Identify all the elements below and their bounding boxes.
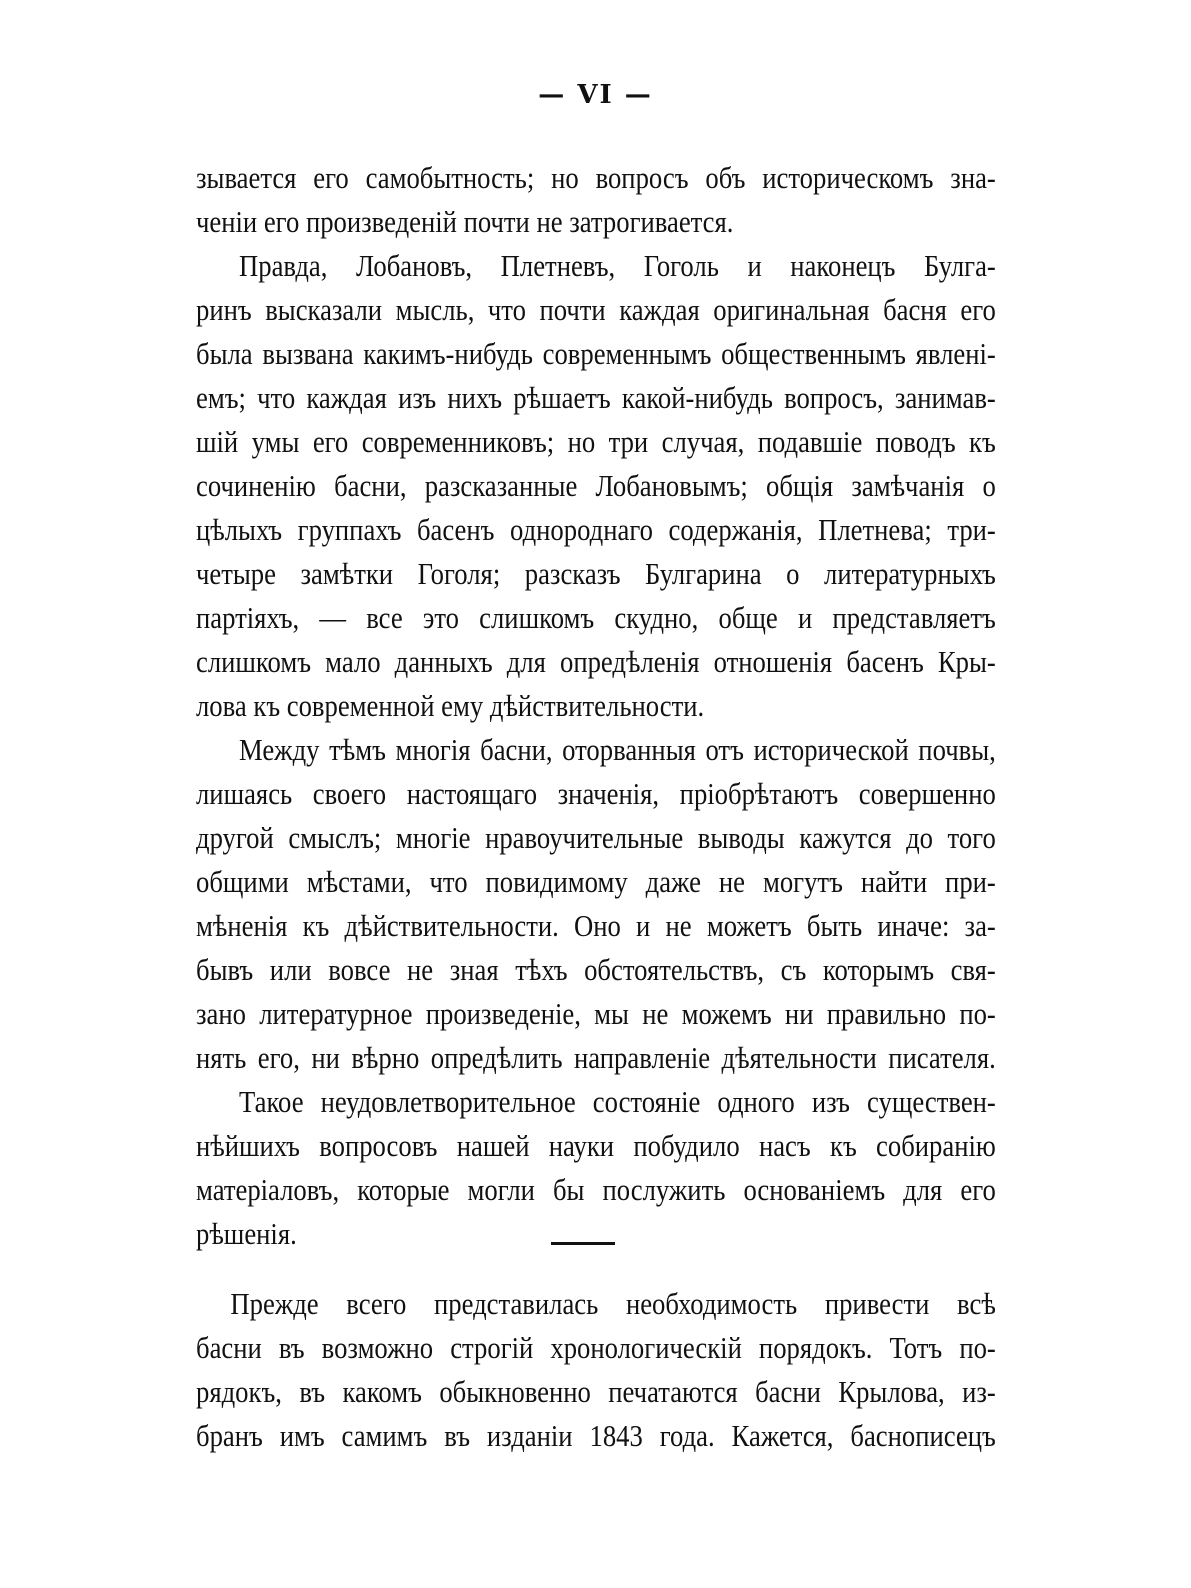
text-line: нять его, ни вѣрно опредѣлить направленіе дѣятельности писателя. [196, 1040, 996, 1075]
text-line: зывается его самобытность; но вопросъ объ историческомъ зна- [196, 160, 996, 195]
text-line: слишкомъ мало данныхъ для опредѣленія отношенія басенъ Кры- [196, 644, 996, 679]
text-line: емъ; что каждая изъ нихъ рѣшаетъ какой-нибудь вопросъ, занимав- [196, 380, 996, 415]
text-line: сочиненію басни, разсказанные Лобановымъ; общія замѣчанія о [196, 468, 996, 503]
text-block-main [196, 156, 996, 1256]
page-number: — VI — [538, 80, 653, 110]
text-line: Между тѣмъ многія басни, оторванныя отъ исторической почвы, [239, 732, 996, 767]
text-line: шій умы его современниковъ; но три случая, подавшіе поводъ къ [196, 424, 996, 459]
text-line: четыре замѣтки Гоголя; разсказъ Булгарина о литературныхъ [196, 556, 996, 591]
text-line: ченіи его произведеній почти не затрогивается. [196, 204, 734, 239]
text-line: бранъ имъ самимъ въ изданіи 1843 года. Кажется, баснописецъ [196, 1418, 996, 1453]
text-line: лова къ современной ему дѣйствительности. [196, 688, 705, 723]
text-line: ринъ высказали мысль, что почти каждая оригинальная басня его [196, 292, 996, 327]
section-divider [551, 1242, 615, 1245]
text-line: Такое неудовлетворительное состояніе одного изъ существен- [239, 1084, 996, 1119]
text-line: лишаясь своего настоящаго значенія, пріобрѣтаютъ совершенно [196, 776, 996, 811]
text-line: нѣйшихъ вопросовъ нашей науки побудило насъ къ собиранію [196, 1128, 996, 1163]
text-line: Правда, Лобановъ, Плетневъ, Гоголь и наконецъ Булга- [239, 248, 996, 283]
text-line: партіяхъ, — все это слишкомъ скудно, обще и представляетъ [196, 600, 996, 635]
text-line: мѣненія къ дѣйствительности. Оно и не можетъ быть иначе: за- [196, 908, 996, 943]
text-line: бывъ или вовсе не зная тѣхъ обстоятельствъ, съ которымъ свя- [196, 952, 996, 987]
text-line: другой смыслъ; многіе нравоучительные выводы кажутся до того [196, 820, 996, 855]
text-block-second [196, 1282, 996, 1458]
text-line: басни въ возможно строгій хронологическій порядокъ. Тотъ по- [196, 1330, 996, 1365]
text-line: матеріаловъ, которые могли бы послужить основаніемъ для его [196, 1172, 996, 1207]
text-line: рядокъ, въ какомъ обыкновенно печатаются басни Крылова, из- [196, 1374, 996, 1409]
text-line: общими мѣстами, что повидимому даже не могутъ найти при- [196, 864, 996, 899]
text-line: рѣшенія. [196, 1216, 297, 1251]
text-line: Прежде всего представилась необходимость привести всѣ [230, 1286, 996, 1321]
text-line: была вызвана какимъ-нибудь современнымъ общественнымъ явленi- [196, 336, 996, 371]
text-line: зано литературное произведеніе, мы не можемъ ни правильно по- [196, 996, 996, 1031]
text-line: цѣлыхъ группахъ басенъ однороднаго содержанія, Плетнева; три- [196, 512, 996, 547]
